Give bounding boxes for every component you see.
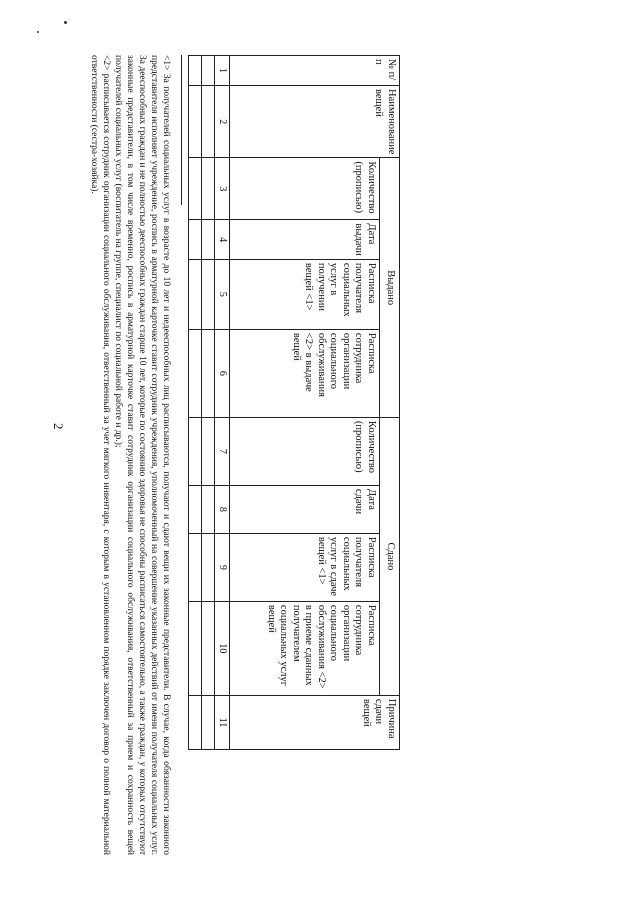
column-number: 3 xyxy=(215,158,230,220)
header-issued-receipt-recipient: Расписка получателя социальных услуг в получении вещей <1> xyxy=(230,259,380,329)
header-issued-qty: Количество (прописью) xyxy=(230,158,380,220)
column-number: 1 xyxy=(215,56,230,86)
column-number: 10 xyxy=(215,601,230,695)
group-header-returned: Сдано xyxy=(380,417,400,695)
footnotes xyxy=(88,55,172,855)
rotated-content xyxy=(89,55,400,855)
header-num: № п/п xyxy=(230,56,400,86)
header-reason: Причина сдачи вещей xyxy=(230,695,400,749)
column-number: 9 xyxy=(215,533,230,601)
group-header-issued: Выдано xyxy=(380,158,400,418)
footnote-separator xyxy=(181,55,182,205)
column-number: 7 xyxy=(215,417,230,485)
header-returned-receipt-recipient: Расписка получателя социальных услуг в сдаче вещей <1> xyxy=(230,533,380,601)
inventory-register-table xyxy=(188,55,400,750)
header-returned-receipt-staff: Расписка сотрудника организации социального обслуживания <2> в приеме сданных получателем социальных услуг вещей xyxy=(230,601,380,695)
table-row xyxy=(189,56,202,750)
column-number: 4 xyxy=(215,220,230,260)
scan-speck xyxy=(64,21,67,24)
column-number: 6 xyxy=(215,329,230,417)
header-returned-date: Дата сдачи xyxy=(230,485,380,533)
footnote-2: <2> расписывается сотрудник организации социального обслуживания, ответственный за учет мягкого инвентаря, с которым в установленном порядке заключен договор о полной материальной ответственности (сестра-хозяйка). xyxy=(89,55,111,855)
page-number: 2 xyxy=(51,423,66,430)
header-returned-qty: Количество (прописью) xyxy=(230,417,380,485)
header-issued-receipt-staff: Расписка сотрудника организации социального обслуживания <2> в выдаче вещей xyxy=(230,329,380,417)
column-number: 8 xyxy=(215,485,230,533)
header-issued-date: Дата выдачи xyxy=(230,220,380,260)
header-name: Наименование вещей xyxy=(230,86,400,158)
column-number: 5 xyxy=(215,259,230,329)
table-row xyxy=(202,56,215,750)
column-number: 11 xyxy=(215,695,230,749)
footnote-1: <1> За получателей социальных услуг в возрасте до 10 лет и недееспособных лиц расписываются, получают и сдают вещи их законные представители. В случае, когда обязанности законного представителя исполняет учреждение, роспись в арматурной карточке ставит сотрудник учреждения, уполномоченный на совершение указанных действий от имени получателя социальных услуг. За дееспособных граждан и не полностью дееспособных граждан старше 10 лет, которые по состоянию здоровья не способны расписаться самостоятельно, а также граждан, у которых отсутствуют законные представители, в том числе временно, роспись в арматурной карточке ставит сотрудник организации социального обслуживания, ответственный за прием и сохранность вещей получателей социальных услуг (воспитатель на группе, специалист по социальной работе и др.); xyxy=(113,55,171,855)
column-number: 2 xyxy=(215,86,230,158)
scan-speck xyxy=(37,31,39,33)
